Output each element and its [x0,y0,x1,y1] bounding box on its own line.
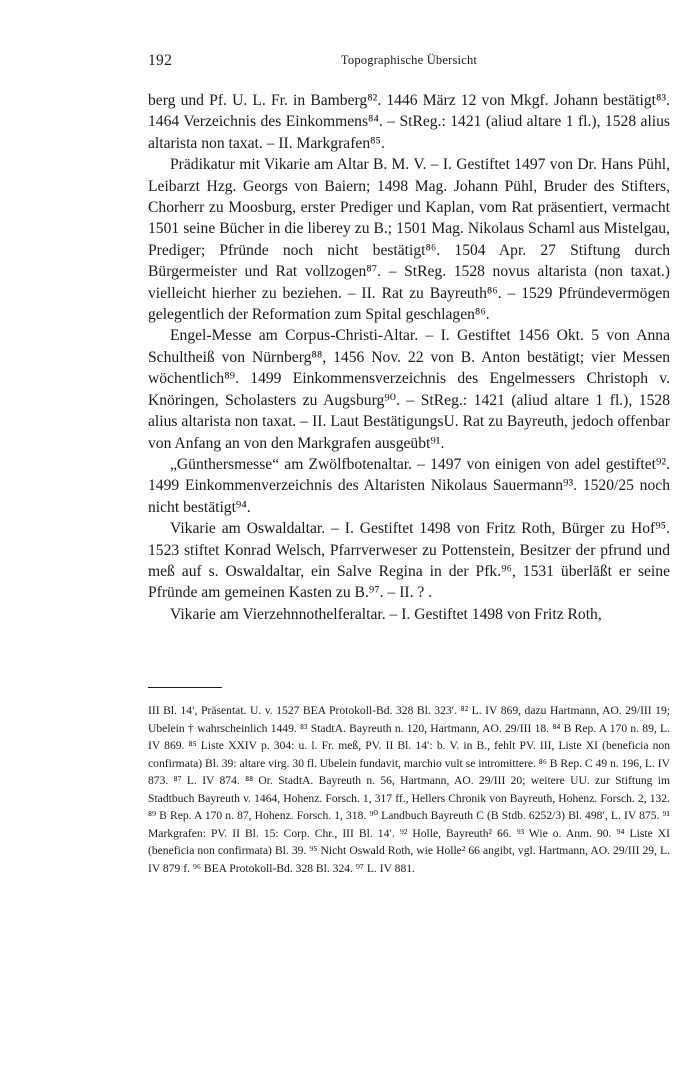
paragraph-guenthersmesse: „Günthersmesse“ am Zwölfbotenaltar. – 1497 von einigen von adel gestiftet⁹². 1499 Einkommenverzeichnis des Altaristen Nikolaus Sauermann⁹³. 1520/25 noch nicht bestätigt⁹⁴. [148,455,670,516]
paragraph-praedikatur: Prädikatur mit Vikarie am Altar B. M. V. – I. Gestiftet 1497 von Dr. Hans Pühl, Leibarzt Hzg. Georgs von Baiern; 1498 Mag. Johann Pühl, Bruder des Stifters, Chorherr zu Moosburg, erster Prediger und Kaplan, vom Rat präsentiert, vermacht 1501 seine Bücher in die liberey zu B.; 1501 Mag. Nikolaus Schaml aus Mistelgau, Prediger; Pfründe noch nicht bestätigt⁸⁶. 1504 Apr. 27 Stiftung durch Bürgermeister und Rat vollzogen⁸⁷. – StReg. 1528 novus altarista (non taxat.) vielleicht hierher zu beziehen. – II. Rat zu Bayreuth⁸⁶. – 1529 Pfründevermögen gelegentlich der Reformation zum Spital geschlagen⁸⁶. [148,156,670,324]
paragraph-vierzehnnothelfer: Vikarie am Vierzehnnothelferaltar. – I. Gestiftet 1498 von Fritz Roth, [170,605,602,623]
paragraph-oswaldaltar: Vikarie am Oswaldaltar. – I. Gestiftet 1498 von Fritz Roth, Bürger zu Hof⁹⁵. 1523 stiftet Konrad Welsch, Pfarrverweser zu Pottenstein, Besitzer der pfrund und meß auf s. Oswaldaltar, ein Salve Regina in der Pfk.⁹⁶, 1531 überläßt er seine Pfründe am gemeinen Kasten zu B.⁹⁷. – II. ? . [148,520,670,602]
footnotes [148,702,670,877]
footnote-divider [148,687,222,688]
page-header [148,52,670,74]
main-text [148,90,670,625]
paragraph-continuation: berg und Pf. U. L. Fr. in Bamberg⁸². 1446 März 12 von Mkgf. Johann bestätigt⁸³. 1464 Verzeichnis des Einkommens⁸⁴. – StReg.: 1421 (aliud altare 1 fl.), 1528 alius altarista non taxat. – II. Markgrafen⁸⁵. [148,92,670,152]
paragraph-engel-messe: Engel-Messe am Corpus-Christi-Altar. – I. Gestiftet 1456 Okt. 5 von Anna Schultheiß von Nürnberg⁸⁸, 1456 Nov. 22 von B. Anton bestätigt; vier Messen wöchentlich⁸⁹. 1499 Einkommensverzeichnis des Engelmessers Christoph v. Knöringen, Scholasters zu Augsburg⁹⁰. – StReg.: 1421 (aliud altare 1 fl.), 1528 alius altarista non taxat. – II. Laut BestätigungsU. Rat zu Bayreuth, jedoch offenbar von Anfang an von den Markgrafen ausgeübt⁹¹. [148,327,670,452]
footnote-text: III Bl. 14′, Präsentat. U. v. 1527 BEA Protokoll-Bd. 328 Bl. 323′. ⁸² L. IV 869, dazu Hartmann, AO. 29/III 19; Ubelein † wahrscheinlich 1449. ⁸³ StadtA. Bayreuth n. 120, Hartmann, AO. 29/III 18. ⁸⁴ B Rep. A 170 n. 89, L. IV 869. ⁸⁵ Liste XXIV p. 304: u. l. Fr. meß, PV. II Bl. 14′: b. V. in B., fehlt PV. III, Liste XI (beneficia non confirmata) Bl. 39: altare virg. 30 fl. Ubelein fundavit, marchio vult se intromittere. ⁸⁶ B Rep. C 49 n. 196, L. IV 873. ⁸⁷ L. IV 874. ⁸⁸ Or. StadtA. Bayreuth n. 56, Hartmann, AO. 29/III 20; weitere UU. zur Stiftung im Stadtbuch Bayreuth v. 1464, Hohenz. Forsch. 1, 317 ff., Hellers Chronik von Bayreuth, Hohenz. Forsch. 2, 132. ⁸⁹ B Rep. A 170 n. 87, Hohenz. Forsch. 1, 318. ⁹⁰ Landbuch Bayreuth C (B Stdb. 6252/3) Bl. 498′, L. IV 875. ⁹¹ Markgrafen: PV. II Bl. 15: Corp. Chr., III Bl. 14′. ⁹² Holle, Bayreuth² 66. ⁹³ Wie o. Anm. 90. ⁹⁴ Liste XI (beneficia non confirmata) Bl. 39. ⁹⁵ Nicht Oswald Roth, wie Holle² 66 angibt, vgl. Hartmann, AO. 29/III 29, L. IV 879 f. ⁹⁶ BEA Protokoll-Bd. 328 Bl. 324. ⁹⁷ L. IV 881. [148,704,670,875]
page-number: 192 [148,52,173,69]
running-title: Topographische Übersicht [340,53,478,67]
